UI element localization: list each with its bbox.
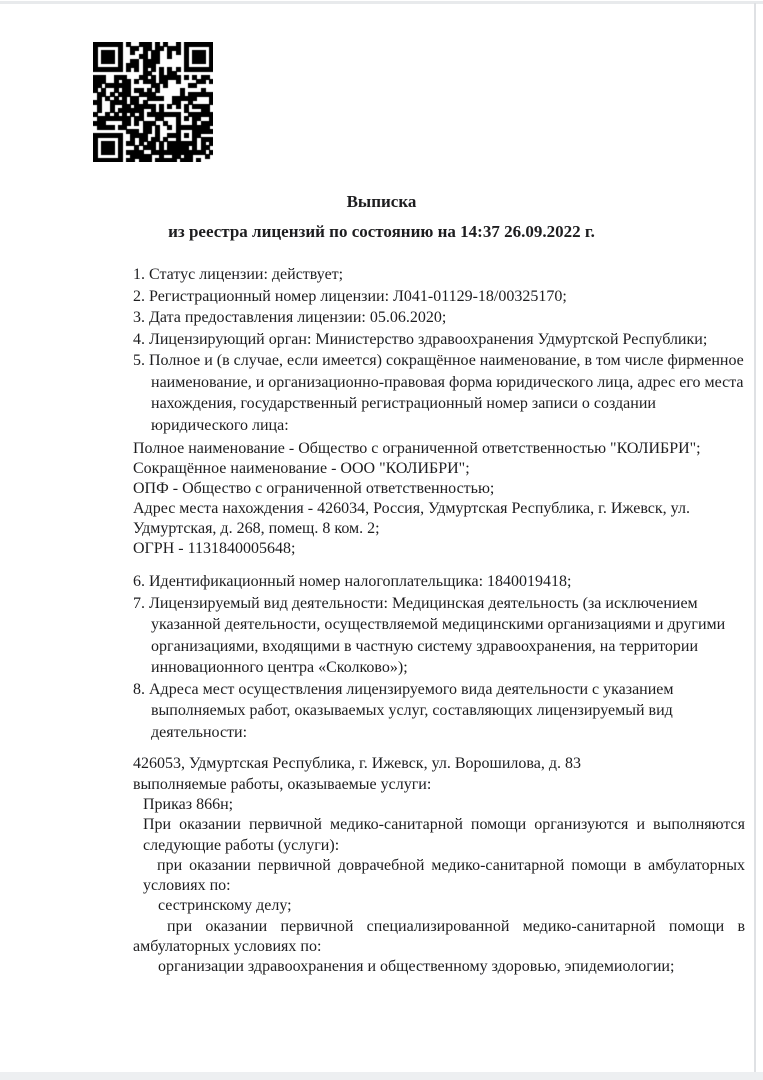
licensing-authority	[133, 329, 745, 351]
page-edge-right	[754, 3, 756, 1080]
item-number: 8.	[133, 680, 145, 698]
item-text: Дата предоставления лицензии: 05.06.2020;	[149, 309, 447, 326]
item-number: 4.	[133, 330, 145, 348]
org-address: Адрес места нахождения - 426034, Россия, Удмуртская Республика, г. Ижевск, ул. Удмуртская, д. 268, помещ. 8 ком. 2;	[133, 500, 690, 537]
item-number: 3.	[133, 309, 145, 326]
license-status	[133, 264, 745, 286]
order-866n: Приказ 866н;	[143, 796, 234, 813]
item-text: Лицензируемый вид деятельности: Медицинская деятельность (за исключением указанной деятельности, осуществляемой медицинскими организациями и другими организациями, входящими в частную систему здравоохранения, на территории инновационного центра «Сколково»);	[149, 594, 726, 676]
org-opf: ОПФ - Общество с ограниченной ответственностью;	[133, 480, 495, 497]
item-number: 7.	[133, 594, 145, 612]
item-text: Полное и (в случае, если имеется) сокращённое наименование, в том числе фирменное наименование, и организационно-правовая форма юридического лица, адрес его места нахождения, государственный регистрационный номер записи о создании юридического лица:	[149, 352, 744, 434]
item-text: Идентификационный номер налогоплательщика: 1840019418;	[149, 573, 572, 590]
document-subtitle: из реестра лицензий по состоянию на 14:37 26.09.2022 г.	[168, 222, 595, 241]
item-text: Лицензирующий орган: Министерство здравоохранения Удмуртской Республики;	[149, 330, 708, 348]
item-number: 2.	[133, 287, 145, 305]
works-services-label: выполняемые работы, оказываемые услуги:	[133, 775, 432, 793]
document-body	[133, 264, 745, 978]
activity-addresses-heading	[133, 679, 745, 744]
item-text: Статус лицензии: действует;	[149, 266, 344, 283]
org-short-name: Сокращённое наименование - ООО "КОЛИБРИ";	[133, 460, 470, 477]
activity-address: 426053, Удмуртская Республика, г. Ижевск, ул. Ворошилова, д. 83	[133, 755, 581, 772]
pre-medical-care: при оказании первичной доврачебной медико-санитарной помощи в амбулаторных условиях по:	[143, 856, 745, 895]
org-full-name: Полное наименование - Общество с ограниченной ответственностью "КОЛИБРИ";	[133, 440, 701, 457]
item-number: 1.	[133, 266, 145, 283]
item-number: 5.	[133, 352, 145, 369]
public-health-work: организации здравоохранения и общественному здоровью, эпидемиологии;	[158, 958, 675, 976]
org-naming-heading	[133, 350, 745, 436]
license-grant-date	[133, 307, 745, 329]
page-edge-bottom	[0, 1072, 763, 1080]
licensed-activity	[133, 593, 745, 679]
primary-care-works: При оказании первичной медико-санитарной помощи организуются и выполняются следующие работы (услуги):	[143, 816, 745, 854]
license-reg-number	[133, 286, 745, 308]
item-text: Адреса мест осуществления лицензируемого вида деятельности с указанием выполняемых работ, оказываемых услуг, составляющих лицензируемый вид деятельности:	[149, 680, 674, 741]
item-number: 6.	[133, 573, 145, 590]
item-text: Регистрационный номер лицензии: Л041-01129-18/00325170;	[149, 287, 567, 305]
page-edge-top	[0, 1, 763, 4]
specialized-care: при оказании первичной специализированной медико-санитарной помощи в амбулаторных условиях по:	[133, 917, 745, 956]
nursing-work: сестринскому делу;	[158, 897, 292, 915]
qr-code	[93, 42, 213, 162]
organization-details	[133, 439, 745, 559]
activity-address-block	[133, 754, 745, 795]
taxpayer-id	[133, 571, 745, 593]
works-list	[133, 795, 745, 978]
document-title: Выписка	[346, 192, 417, 211]
org-ogrn: ОГРН - 1131840005648;	[133, 540, 296, 557]
